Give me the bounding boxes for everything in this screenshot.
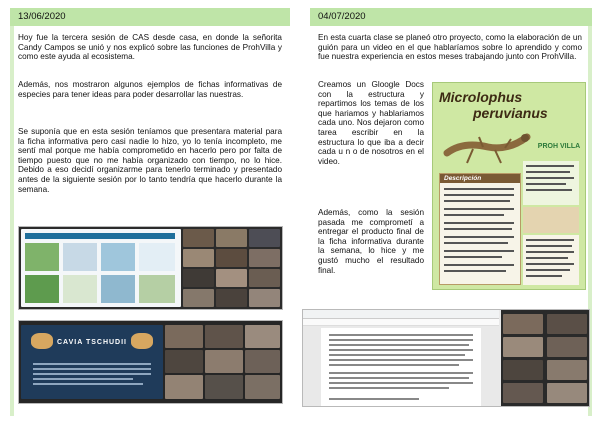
right-paragraph-2: Creamos un Gloogle Docs con la estructura y repartimos los temas de los que hariamos y hablariamos cada uno. Nos dejaron como tarea escribir en la estructura lo que iba a decir cada u n o de nosotros en el video. <box>318 80 424 166</box>
right-date-header <box>310 8 592 26</box>
left-paragraph-3: Se suponía que en esta sesión teníamos que presentara material para la ficha informativa pero casi nadie lo hizo, yo lo tenía incompleto, me sentí mal porque me había comprometido en hacerlo pero por falta de tiempo puesto que no me había organizado con tiempo, no lo hice. Debido a eso decidí organizarme para tenerlo terminado y presentado antes de la siguiente sesión por lo tanto tendría que hacerlo durante la semana. <box>18 127 282 194</box>
description-heading: Descripción <box>440 174 520 183</box>
left-margin-strip <box>10 8 14 416</box>
doc-page <box>321 328 481 406</box>
poster-title-line2: peruvianus <box>473 105 548 121</box>
cavia-slide <box>21 325 163 399</box>
habitat-box <box>523 235 579 285</box>
names-box <box>523 161 579 205</box>
species-info-poster <box>432 82 586 290</box>
google-docs-zoom-screenshot <box>302 309 590 407</box>
poster-title-line1: Microlophus <box>439 89 523 105</box>
zoom-call-screenshot-1 <box>18 226 283 310</box>
cavia-slide-title: CAVIA TSCHUDII <box>57 339 127 346</box>
right-paragraph-1: En esta cuarta clase se planeó otro proyecto, como la elaboración de un guión para un video en el que hablaríamos sobre lo aprendido y como fue nuestra experiencia en estos meses trabajando junto con ProhVilla. <box>318 33 582 62</box>
prohvilla-logo-text: PROH VILLA <box>537 143 581 150</box>
shared-slide <box>21 229 181 307</box>
left-paragraph-2: Además, nos mostraron algunos ejemplos de fichas informativas de especies para tener ideas para poder desarrollar las nuestras. <box>18 80 282 99</box>
left-date: 13/06/2020 <box>18 11 66 22</box>
left-date-header <box>10 8 290 26</box>
right-date: 04/07/2020 <box>318 11 366 22</box>
map-box <box>523 207 579 233</box>
prohvilla-logo <box>537 135 581 157</box>
zoom-call-screenshot-2 <box>18 320 283 404</box>
description-box <box>439 173 521 285</box>
lizard-image <box>443 123 533 171</box>
left-paragraph-1: Hoy fue la tercera sesión de CAS desde casa, en donde la señorita Candy Campos se unió y nos explicó sobre las funciones de ProhVilla y como este ayuda al ecosistema. <box>18 33 282 62</box>
right-paragraph-3: Además, como la sesión pasada me comprometí a entregar el producto final de la ficha informativa durante la semana, lo hice y me gustó mucho el resultado final. <box>318 208 424 275</box>
